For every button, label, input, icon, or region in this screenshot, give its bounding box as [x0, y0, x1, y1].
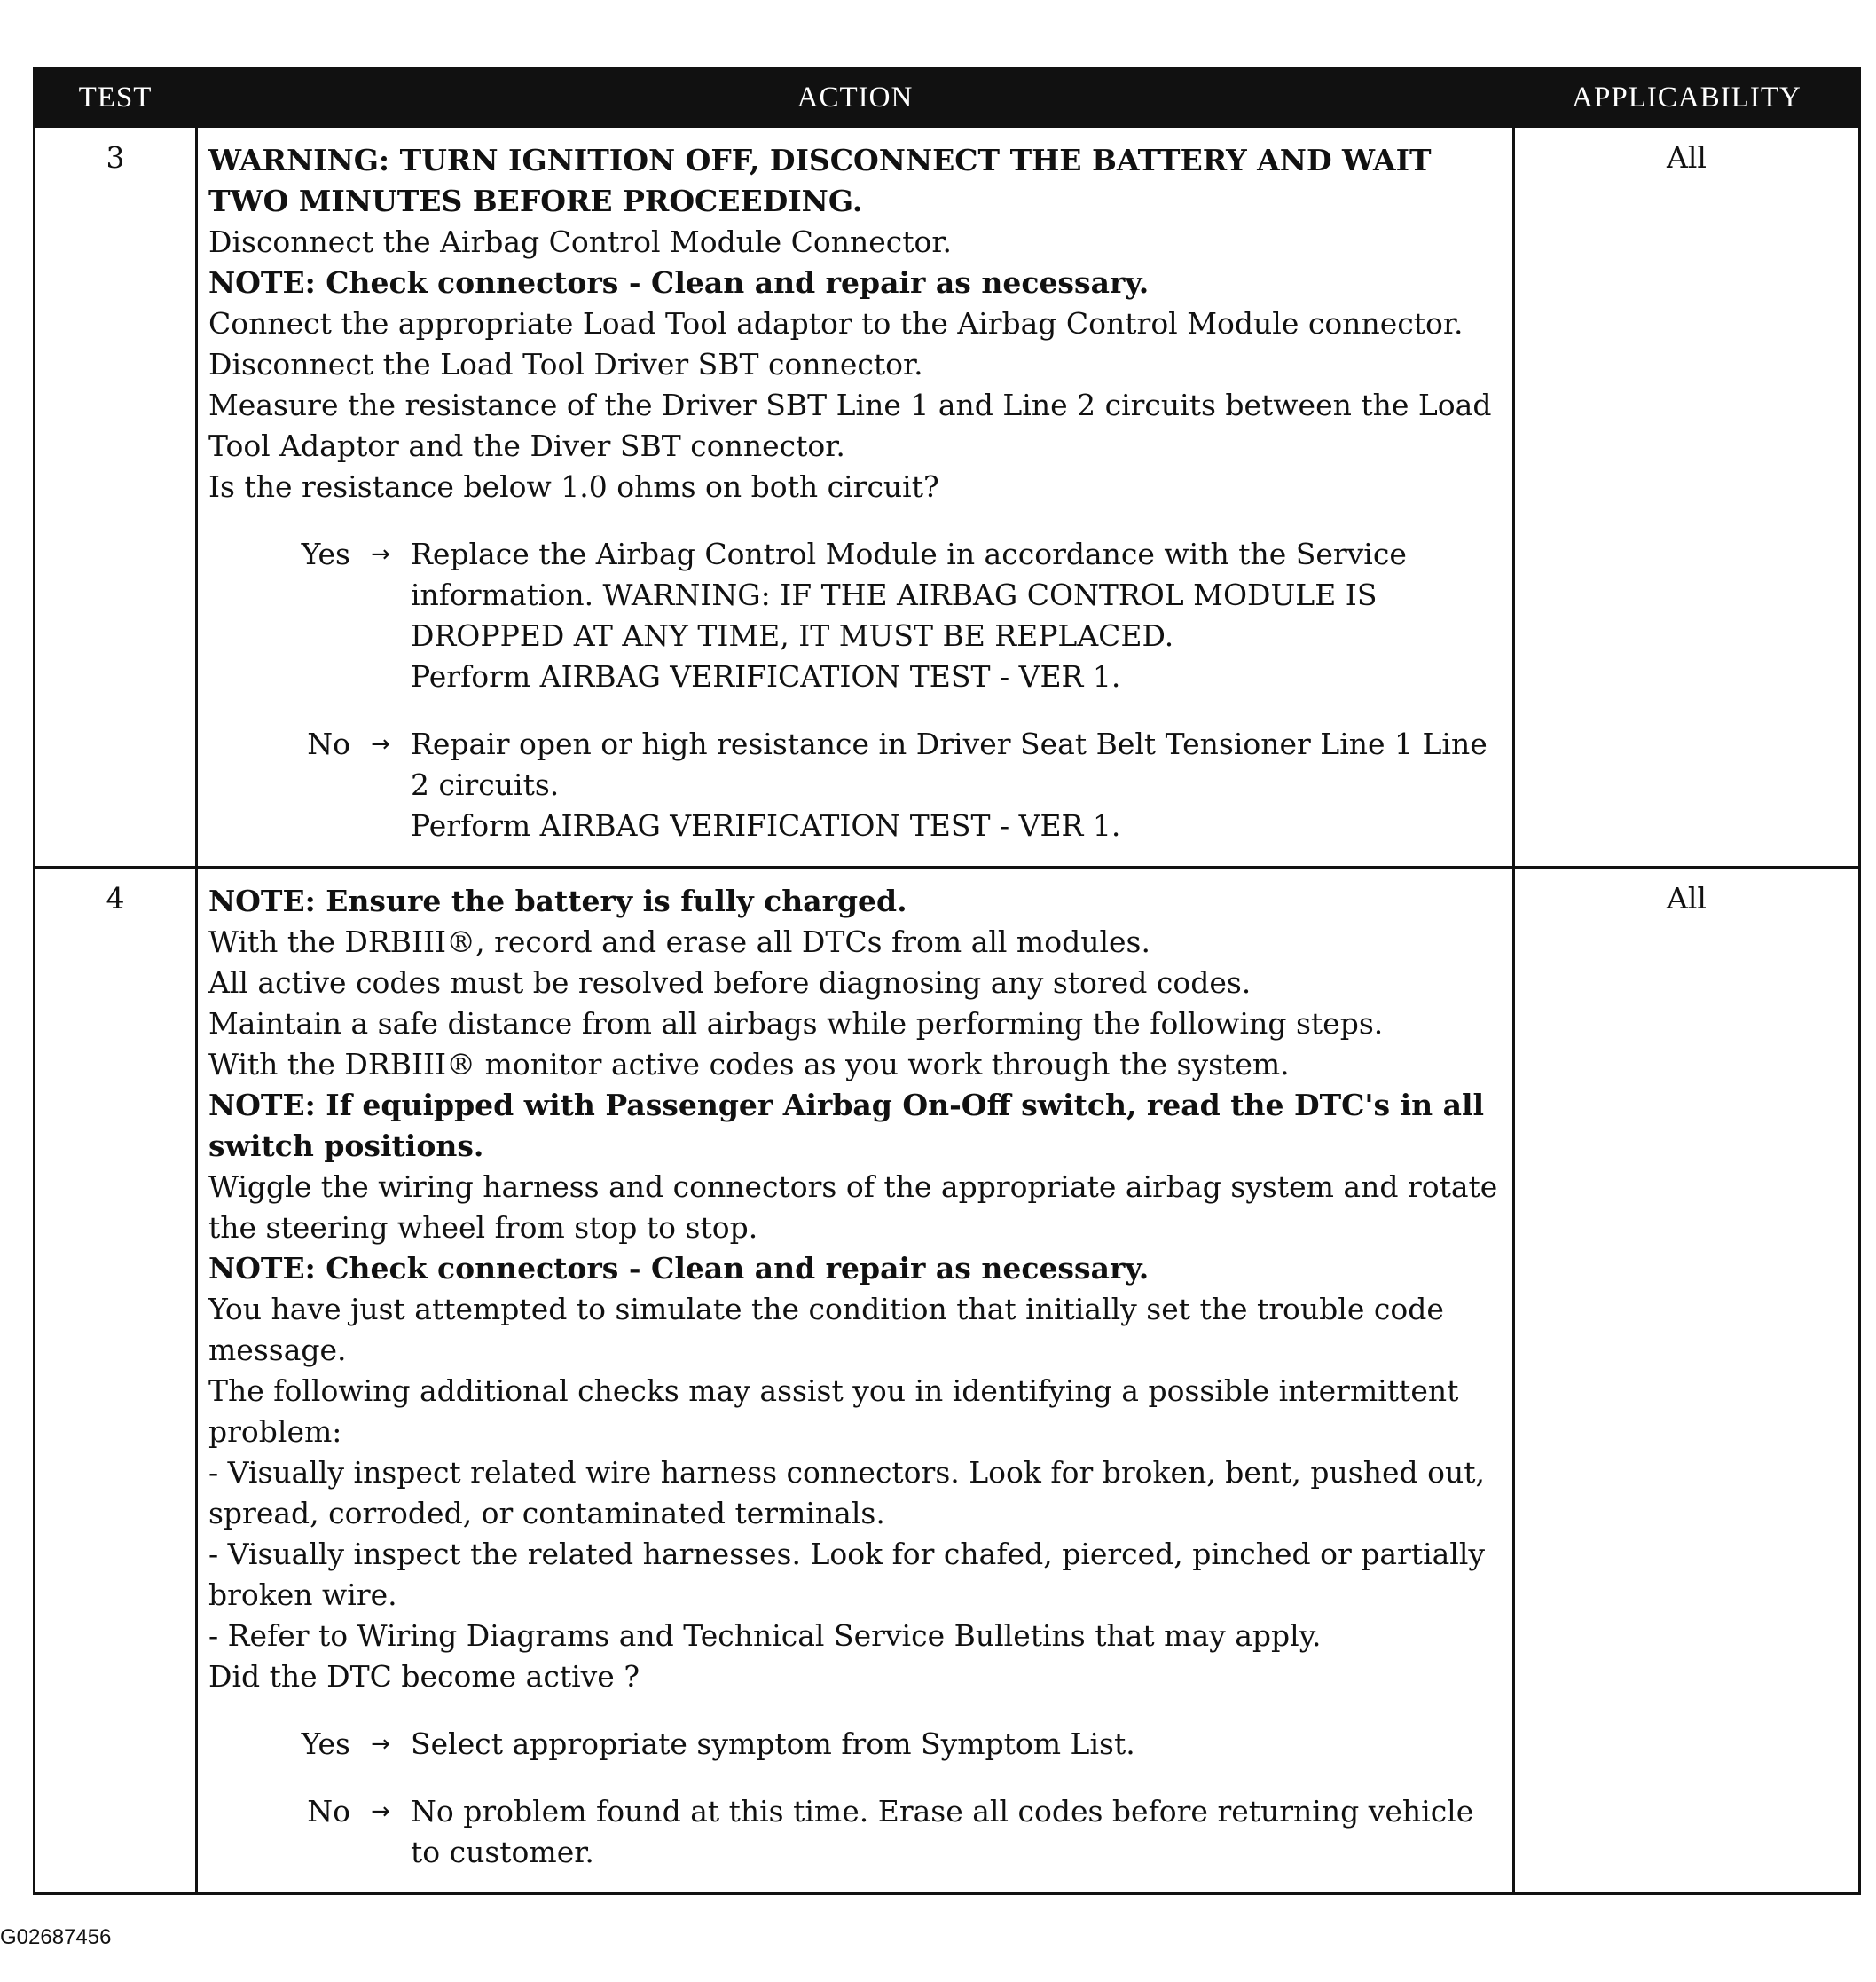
test-number: 3 [35, 127, 197, 868]
instruction-line: - Refer to Wiring Diagrams and Technical Service Bulletins that may apply. [208, 1618, 1322, 1653]
yes-result [411, 1724, 1502, 1765]
yes-result-line: Perform AIRBAG VERIFICATION TEST - VER 1. [411, 659, 1121, 694]
yes-outcome [208, 534, 1502, 697]
yes-label: Yes [301, 537, 350, 571]
table-row [35, 868, 1860, 1894]
figure-id: G02687456 [0, 1925, 112, 1949]
arrow-right-icon: → [371, 731, 390, 758]
yes-label: Yes [301, 1726, 350, 1761]
no-result-line: Perform AIRBAG VERIFICATION TEST - VER 1. [411, 808, 1121, 843]
yes-outcome [208, 1724, 1502, 1765]
header-applicability: APPLICABILITY [1514, 69, 1860, 127]
no-label: No [307, 727, 350, 761]
applicability-value: All [1514, 868, 1860, 1894]
instruction-line: You have just attempted to simulate the condition that initially set the trouble code message. [208, 1292, 1444, 1367]
instruction-line: Disconnect the Load Tool Driver SBT connector. [208, 347, 923, 381]
action-cell [197, 868, 1514, 1894]
instruction-line: The following additional checks may assist you in identifying a possible intermittent problem: [208, 1373, 1459, 1449]
note-line: NOTE: Check connectors - Clean and repair as necessary. [208, 1251, 1150, 1286]
table-header-row [35, 69, 1860, 127]
instruction-line: With the DRBIII®, record and erase all DTCs from all modules. [208, 924, 1150, 959]
arrow-right-icon: → [371, 1798, 390, 1825]
no-outcome [208, 724, 1502, 846]
instruction-line: - Visually inspect the related harnesses. Look for chafed, pierced, pinched or partially broken wire. [208, 1537, 1486, 1612]
action-cell [197, 127, 1514, 868]
note-line: NOTE: If equipped with Passenger Airbag On-Off switch, read the DTC's in all switch positions. [208, 1088, 1485, 1163]
test-number: 4 [35, 868, 197, 1894]
instruction-line: Wiggle the wiring harness and connectors of the appropriate airbag system and rotate the steering wheel from stop to stop. [208, 1169, 1498, 1245]
action-text [208, 881, 1502, 1697]
note-line: NOTE: Ensure the battery is fully charged. [208, 884, 907, 918]
no-label: No [307, 1794, 350, 1829]
instruction-line: Connect the appropriate Load Tool adaptor to the Airbag Control Module connector. [208, 306, 1464, 341]
instruction-line: - Visually inspect related wire harness connectors. Look for broken, bent, pushed out, spread, corroded, or contaminated terminals. [208, 1455, 1485, 1530]
header-test: TEST [35, 69, 197, 127]
instruction-line: With the DRBIII® monitor active codes as you work through the system. [208, 1047, 1290, 1081]
arrow-right-icon: → [371, 1731, 390, 1758]
action-text [208, 140, 1502, 507]
yes-result-line: Replace the Airbag Control Module in accordance with the Service information. WARNING: IF THE AIRBAG CONTROL MODULE IS DROPPED AT ANY TIME, IT MUST BE REPLACED. [411, 537, 1407, 653]
no-result-line: No problem found at this time. Erase all codes before returning vehicle to customer. [411, 1794, 1474, 1869]
applicability-value: All [1514, 127, 1860, 868]
arrow-right-icon: → [371, 541, 390, 568]
instruction-line: All active codes must be resolved before diagnosing any stored codes. [208, 965, 1252, 1000]
yes-result [411, 534, 1502, 697]
diagnostic-test-table [33, 67, 1861, 1895]
no-outcome [208, 1791, 1502, 1873]
instruction-line: Disconnect the Airbag Control Module Connector. [208, 224, 953, 259]
no-result [411, 724, 1502, 846]
yes-result-line: Select appropriate symptom from Symptom List. [411, 1726, 1135, 1761]
instruction-line: Is the resistance below 1.0 ohms on both circuit? [208, 469, 939, 504]
instruction-line: Maintain a safe distance from all airbags while performing the following steps. [208, 1006, 1384, 1041]
table-row [35, 127, 1860, 868]
instruction-line: Did the DTC become active ? [208, 1659, 640, 1694]
note-line: WARNING: TURN IGNITION OFF, DISCONNECT THE BATTERY AND WAIT TWO MINUTES BEFORE PROCEEDING. [208, 143, 1432, 218]
no-result-line: Repair open or high resistance in Driver Seat Belt Tensioner Line 1 Line 2 circuits. [411, 727, 1487, 802]
note-line: NOTE: Check connectors - Clean and repair as necessary. [208, 265, 1150, 300]
instruction-line: Measure the resistance of the Driver SBT Line 1 and Line 2 circuits between the Load Tool Adaptor and the Diver SBT connector. [208, 388, 1492, 463]
header-action: ACTION [197, 69, 1514, 127]
no-result [411, 1791, 1502, 1873]
